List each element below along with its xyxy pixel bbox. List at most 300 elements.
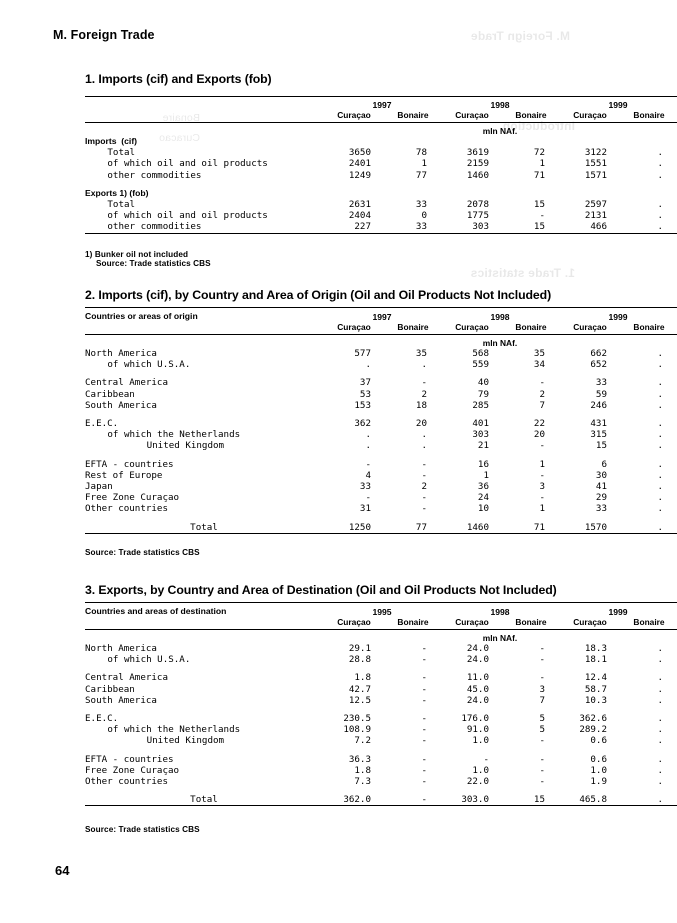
territory-header: Curaçao [337,617,371,627]
bleed-line-4: Bonaire [162,112,200,124]
data-cell: - [421,753,427,765]
data-cell: 31 [359,503,371,515]
data-cell: 1 [539,158,545,170]
territory-header: Curaçao [337,110,371,120]
table-row [85,481,677,492]
data-cell: 1249 [348,169,371,181]
table-row [85,643,677,654]
data-cell: 18.1 [584,654,607,666]
table-row-spacer [85,706,677,713]
data-cell: 33 [595,503,607,515]
territory-header: Curaçao [573,322,607,332]
data-cell: 303 [472,221,489,233]
unit-spacer [85,123,323,137]
table-row-spacer [85,181,677,188]
data-cell: 7.3 [354,776,371,788]
data-cell: - [421,683,427,695]
data-cell: . [657,348,663,359]
data-cell: - [539,643,545,654]
territory-header: Curaçao [337,322,371,332]
table-row [85,684,677,695]
territory-header: Curaçao [573,110,607,120]
row-label: United Kingdom [146,440,225,452]
data-cell: 662 [590,348,607,359]
data-cell: . [421,429,427,441]
data-cell: 1.0 [590,764,607,776]
year-header: 1999 [559,97,677,111]
row-label: North America [85,643,157,654]
data-cell: 10 [477,503,489,515]
data-cell: . [657,672,663,684]
table-territory-header-row [85,617,677,630]
territory-header: Bonaire [397,322,429,332]
data-cell: 4 [365,469,371,481]
row-label: of which U.S.A. [107,654,191,666]
data-cell: . [657,377,663,389]
year-header: 1997 [323,97,441,111]
data-cell: . [657,458,663,470]
data-cell: 29 [595,492,607,504]
data-cell: 71 [533,521,545,533]
table-territory-header-row [85,322,677,335]
data-cell: . [657,399,663,411]
territory-header: Curaçao [455,110,489,120]
territory-header: Bonaire [397,110,429,120]
data-cell: 29.1 [348,643,371,654]
data-cell: - [539,440,545,452]
data-cell: 11.0 [466,672,489,684]
table-unit-row [85,123,677,137]
data-cell: 33 [415,199,427,211]
data-cell: 2159 [466,158,489,170]
data-cell: 58.7 [584,683,607,695]
data-cell: . [421,440,427,452]
data-cell: 79 [477,388,489,400]
data-cell: 77 [415,169,427,181]
table-row [85,492,677,503]
table-row [85,389,677,400]
data-cell: 36.3 [348,753,371,765]
row-label-total: Total [190,794,218,806]
data-cell: 45.0 [466,683,489,695]
data-cell: 2 [539,388,545,400]
data-cell: . [657,764,663,776]
row-label: Other countries [85,503,168,515]
data-cell: 465.8 [579,794,607,806]
group-heading: Exports 1) (fob) [85,187,149,198]
year-header: 1998 [441,308,559,323]
data-cell: . [657,794,663,806]
data-cell: . [657,147,663,159]
section-2-footer [85,548,200,557]
row-label: Caribbean [85,388,135,400]
data-cell: - [539,210,545,222]
row-label: North America [85,348,157,359]
data-cell: 15 [533,794,545,806]
data-cell: . [657,776,663,788]
group-heading: Imports (cif) [85,136,138,146]
data-cell: - [421,654,427,666]
page-number: 64 [55,863,70,878]
data-cell: . [657,724,663,736]
data-cell: . [657,158,663,170]
data-cell: 303.0 [461,794,489,806]
data-cell: 3650 [348,147,371,159]
data-cell: 2 [421,481,427,493]
table-bottom-rule [85,806,677,810]
data-cell: . [657,440,663,452]
row-label: of which oil and oil products [107,210,268,222]
row-label: of which U.S.A. [107,359,191,371]
data-cell: 1.9 [590,776,607,788]
data-cell: - [421,469,427,481]
data-cell: 2078 [466,199,489,211]
imports-exports-table [85,96,677,237]
data-cell: . [657,503,663,515]
table-total-row [85,794,677,806]
table-row [85,503,677,514]
data-cell: - [539,377,545,389]
data-cell: 20 [415,418,427,430]
table-row [85,158,677,169]
row-label: United Kingdom [146,735,225,747]
data-cell: . [657,221,663,233]
data-cell: 577 [354,348,371,359]
unit-spacer [85,335,323,349]
row-label: EFTA - countries [85,753,174,765]
table-row [85,400,677,411]
table-row [85,654,677,665]
data-cell: 2404 [348,210,371,222]
data-cell: 1460 [466,521,489,533]
territory-header: Bonaire [633,110,665,120]
data-cell: 431 [590,418,607,430]
bottom-rule [85,533,677,537]
bleed-line-3: 1. Trade statistics [470,266,575,280]
data-cell: . [657,521,663,533]
data-cell: . [657,418,663,430]
stub-subheader [85,617,323,630]
bleed-line-5: Curacao [158,132,200,144]
data-cell: 24.0 [466,694,489,706]
data-cell: 246 [590,399,607,411]
data-cell: . [657,694,663,706]
data-cell: 176.0 [461,713,489,725]
stub-subheader [85,322,323,335]
unit-spacer [85,630,323,644]
data-cell: 24.0 [466,643,489,654]
data-cell: - [421,764,427,776]
data-cell: 568 [472,348,489,359]
data-cell: - [421,643,427,654]
data-cell: 1 [483,469,489,481]
data-cell: - [421,794,427,806]
row-label: Other countries [85,776,168,788]
table-total-row [85,522,677,534]
data-cell: 285 [472,399,489,411]
data-cell: - [421,713,427,725]
territory-header: Curaçao [455,617,489,627]
row-label: other commodities [107,221,202,233]
data-cell: . [657,388,663,400]
section-3-title: 3. Exports, by Country and Area of Destination (Oil and Oil Products Not Included) [85,583,557,597]
data-cell: - [421,492,427,504]
data-cell: 5 [539,724,545,736]
section-1-footnote: 1) Bunker oil not included [85,250,189,259]
data-cell: . [657,753,663,765]
table-row [85,724,677,735]
unit-label: mln NAf. [323,335,677,349]
data-cell: 37 [359,377,371,389]
row-label: of which the Netherlands [107,429,241,441]
table-year-header-row [85,97,677,111]
data-cell: 36 [477,481,489,493]
data-cell: . [421,359,427,371]
table-year-header-row [85,603,677,618]
section-2-title: 2. Imports (cif), by Country and Area of Origin (Oil and Oil Products Not Included) [85,288,552,302]
data-cell: 91.0 [466,724,489,736]
data-cell: 1570 [584,521,607,533]
data-cell: 1250 [348,521,371,533]
data-cell: 401 [472,418,489,430]
table-row [85,418,677,429]
table-row [85,147,677,158]
row-label-total: Total [190,521,218,533]
year-header: 1998 [441,603,559,618]
data-cell: - [365,492,371,504]
data-cell: 289.2 [579,724,607,736]
data-cell: 1551 [584,158,607,170]
section-3-footer [85,825,200,834]
bleed-line-2: Introduction [502,119,575,133]
data-cell: . [365,440,371,452]
exports-by-destination-table [85,602,677,809]
table-row [85,348,677,359]
data-cell: 15 [533,221,545,233]
data-cell: 77 [415,521,427,533]
data-cell: 15 [533,199,545,211]
table-row-spacer [85,370,677,377]
row-label: Central America [85,672,168,684]
data-cell: 1.8 [354,672,371,684]
data-cell: - [483,753,489,765]
row-label: South America [85,694,157,706]
data-cell: 16 [477,458,489,470]
data-cell: 42.7 [348,683,371,695]
table-year-header-row [85,308,677,323]
data-cell: 466 [590,221,607,233]
data-cell: 0.6 [590,753,607,765]
data-cell: 227 [354,221,371,233]
row-label: Total [107,147,136,159]
table-row [85,672,677,683]
data-cell: 108.9 [343,724,371,736]
data-cell: . [657,429,663,441]
data-cell: - [421,503,427,515]
data-cell: - [365,458,371,470]
data-cell: - [539,776,545,788]
data-cell: 59 [595,388,607,400]
data-cell: 24.0 [466,654,489,666]
stub-subheader [85,110,323,123]
bleed-line-1: M. Foreign Trade [470,29,570,43]
data-cell: 1571 [584,169,607,181]
data-cell: 22 [533,418,545,430]
table-row [85,199,677,210]
data-cell: 153 [354,399,371,411]
data-cell: - [421,694,427,706]
territory-header: Bonaire [515,322,547,332]
data-cell: 12.4 [584,672,607,684]
table-row [85,695,677,706]
table-row-spacer [85,452,677,459]
data-cell: 72 [533,147,545,159]
table-group-heading-row [85,136,677,147]
row-label: E.E.C. [85,418,119,430]
data-cell: 18.3 [584,643,607,654]
table-row [85,359,677,370]
data-cell: - [421,735,427,747]
row-label: Caribbean [85,683,135,695]
data-cell: 2401 [348,158,371,170]
territory-header: Bonaire [633,322,665,332]
row-label: Rest of Europe [85,469,163,481]
section-2-source: Source: Trade statistics CBS [85,548,200,557]
data-cell: 41 [595,481,607,493]
data-cell: 53 [359,388,371,400]
table-row [85,776,677,787]
unit-label: mln NAf. [323,123,677,137]
data-cell: 5 [539,713,545,725]
year-header: 1999 [559,603,677,618]
data-cell: 34 [533,359,545,371]
data-cell: 230.5 [343,713,371,725]
data-cell: 2597 [584,199,607,211]
table-territory-header-row [85,110,677,123]
data-cell: 30 [595,469,607,481]
territory-header: Curaçao [455,322,489,332]
data-cell: - [539,753,545,765]
data-cell: 10.3 [584,694,607,706]
data-cell: - [421,458,427,470]
bottom-rule [85,233,677,237]
section-1-title: 1. Imports (cif) and Exports (fob) [85,72,272,86]
data-cell: 1460 [466,169,489,181]
year-header: 1997 [323,308,441,323]
data-cell: - [539,672,545,684]
table-unit-row [85,335,677,349]
table-row [85,735,677,746]
data-cell: 0.6 [590,735,607,747]
data-cell: 3122 [584,147,607,159]
section-1-footer [85,250,211,268]
data-cell: . [657,643,663,654]
stub-header: Countries or areas of origin [85,308,323,323]
data-cell: 21 [477,440,489,452]
data-cell: 1.8 [354,764,371,776]
data-cell: . [657,735,663,747]
data-cell: 28.8 [348,654,371,666]
year-header: 1999 [559,308,677,323]
data-cell: 1 [539,503,545,515]
data-cell: . [657,713,663,725]
table-row [85,377,677,388]
data-cell: 303 [472,429,489,441]
chapter-title: M. Foreign Trade [53,28,155,42]
data-cell: - [539,764,545,776]
row-label: of which oil and oil products [107,158,268,170]
data-cell: 78 [415,147,427,159]
data-cell: . [657,481,663,493]
territory-header: Bonaire [515,110,547,120]
row-label: Central America [85,377,168,389]
data-cell: . [657,210,663,222]
table-row-spacer [85,747,677,754]
data-cell: 1.0 [472,764,489,776]
data-cell: 35 [533,348,545,359]
data-cell: - [421,776,427,788]
data-cell: 7 [539,399,545,411]
table-row [85,713,677,724]
territory-header: Bonaire [397,617,429,627]
data-cell: 3 [539,683,545,695]
data-cell: 652 [590,359,607,371]
row-label: South America [85,399,157,411]
table-row [85,429,677,440]
data-cell: 0 [421,210,427,222]
data-cell: . [657,359,663,371]
year-header: 1995 [323,603,441,618]
data-cell: 2 [421,388,427,400]
data-cell: 3 [539,481,545,493]
data-cell: - [421,724,427,736]
table-row [85,440,677,451]
table-row [85,221,677,233]
territory-header: Bonaire [515,617,547,627]
table-unit-row [85,630,677,644]
data-cell: 3619 [466,147,489,159]
territory-header: Curaçao [573,617,607,627]
data-cell: 15 [595,440,607,452]
table-row [85,459,677,470]
data-cell: . [657,469,663,481]
table-bottom-rule [85,533,677,537]
imports-by-origin-table [85,307,677,537]
data-cell: 12.5 [348,694,371,706]
data-cell: 559 [472,359,489,371]
data-cell: . [657,683,663,695]
data-cell: - [539,735,545,747]
data-cell: 18 [415,399,427,411]
row-label: Japan [85,481,113,493]
data-cell: 1 [539,458,545,470]
section-3-source: Source: Trade statistics CBS [85,825,200,834]
bottom-rule [85,806,677,810]
table-row-spacer [85,787,677,794]
data-cell: 362 [354,418,371,430]
table-bottom-rule [85,233,677,237]
data-cell: 1 [421,158,427,170]
table-row [85,754,677,765]
unit-label: mln NAf. [323,630,677,644]
section-1-source: Source: Trade statistics CBS [96,259,211,268]
data-cell: 40 [477,377,489,389]
data-cell: 71 [533,169,545,181]
year-header: 1998 [441,97,559,111]
data-cell: 1.0 [472,735,489,747]
stub-header: Countries and areas of destination [85,603,323,618]
data-cell: . [657,169,663,181]
